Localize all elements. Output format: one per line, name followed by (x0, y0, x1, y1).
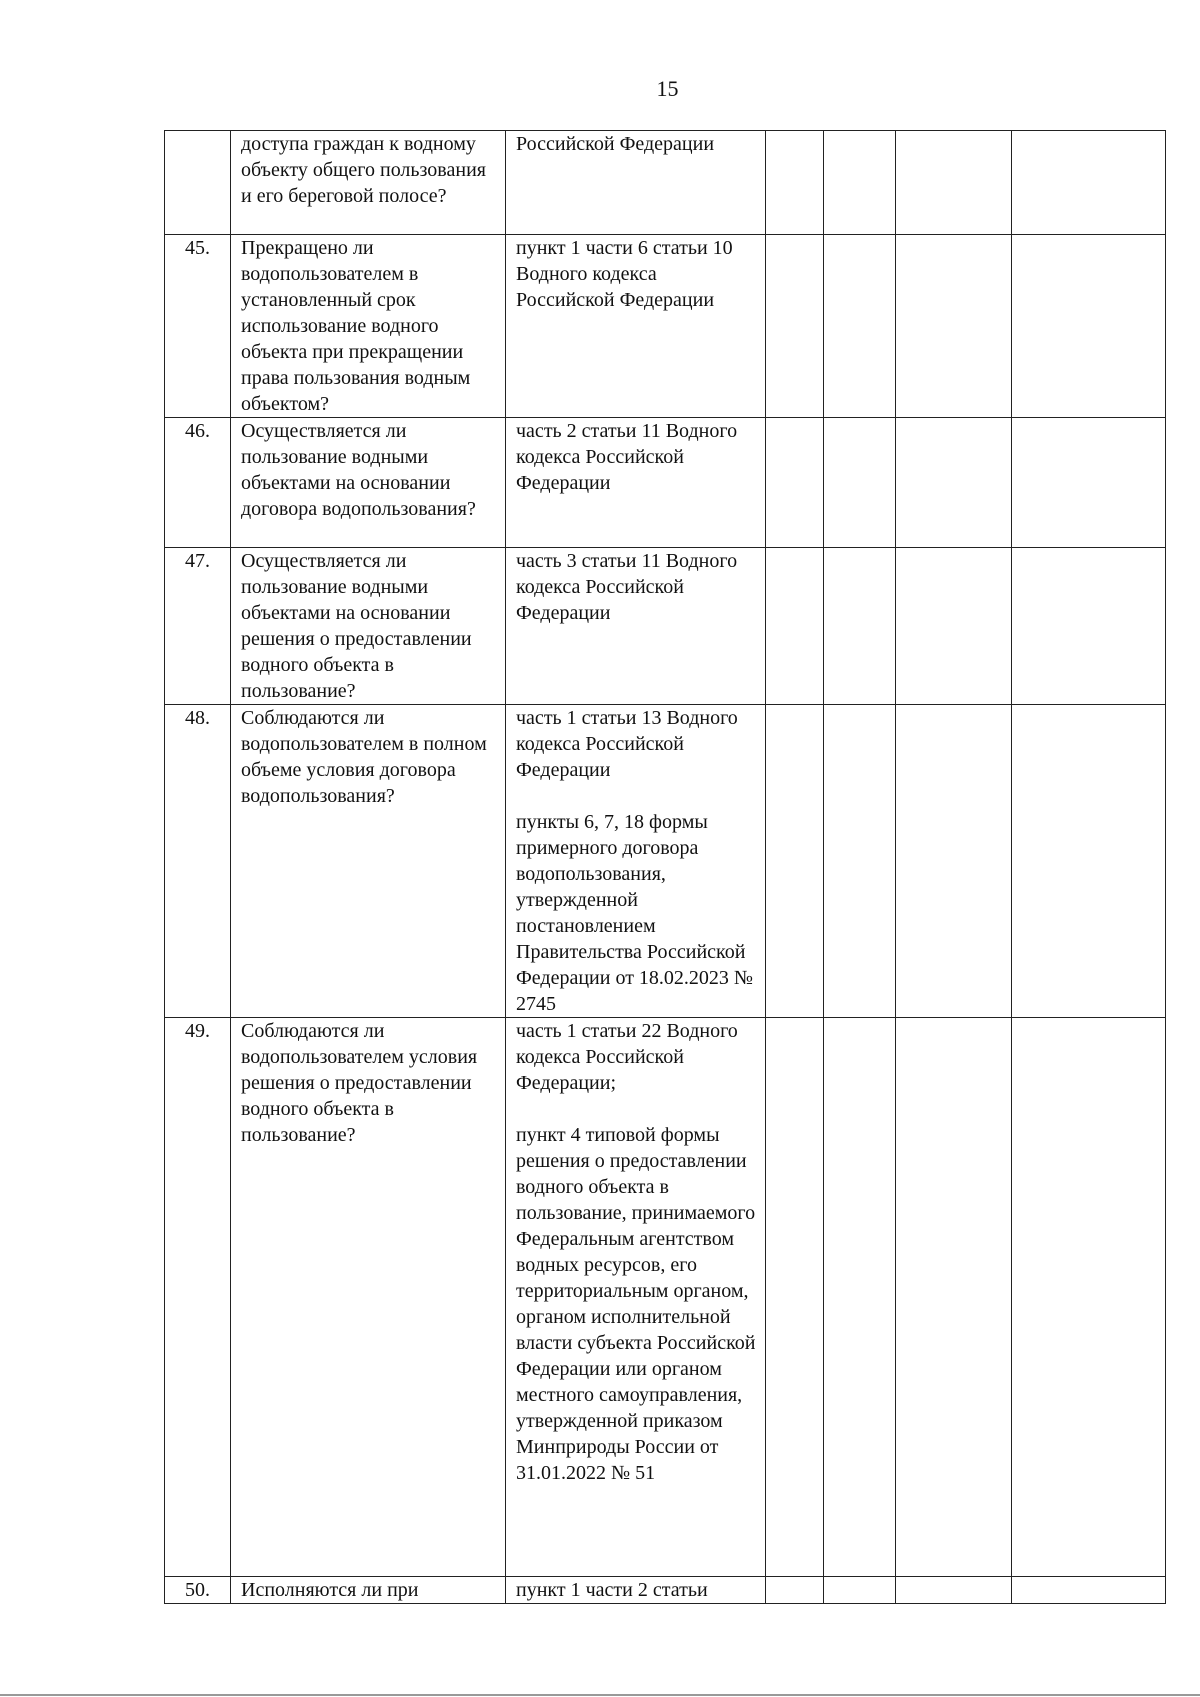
answer-cell-not-applicable (896, 548, 1012, 705)
row-question: Осуществляется ли пользование водными объектами на основании договора водопользования? (231, 418, 506, 548)
reference-text: Российской Федерации (516, 133, 715, 155)
answer-cell-not-applicable (896, 235, 1012, 418)
row-question: Осуществляется ли пользование водными объектами на основании решения о предоставлении водного объекта в пользование? (231, 548, 506, 705)
answer-cell-yes (766, 548, 824, 705)
answer-cell-no (824, 418, 896, 548)
row-number: 45. (165, 235, 231, 418)
answer-cell-no (824, 548, 896, 705)
answer-cell-no (824, 235, 896, 418)
answer-cell-no (824, 705, 896, 1018)
notes-cell (1012, 235, 1166, 418)
row-question: Прекращено ли водопользователем в установленный срок использование водного объекта при прекращении права пользования водным объектом? (231, 235, 506, 418)
reference-text: часть 1 статьи 22 Водного кодекса Российской Федерации; (516, 1020, 738, 1094)
scan-edge-line (0, 1694, 1200, 1696)
reference-text: пункт 1 части 2 статьи (516, 1579, 708, 1601)
table-row (165, 131, 1166, 235)
row-legal-reference (506, 1577, 766, 1604)
table-row (165, 1018, 1166, 1577)
row-legal-reference (506, 131, 766, 235)
row-legal-reference (506, 548, 766, 705)
reference-text: пункты 6, 7, 18 формы примерного договора водопользования, утвержденной постановлением Правительства Российской Федерации от 18.02.2023 № 2745 (516, 811, 754, 1015)
notes-cell (1012, 548, 1166, 705)
reference-text: часть 2 статьи 11 Водного кодекса Российской Федерации (516, 420, 738, 494)
answer-cell-yes (766, 1018, 824, 1577)
table-row (165, 1577, 1166, 1604)
row-question: Соблюдаются ли водопользователем в полном объеме условия договора водопользования? (231, 705, 506, 1018)
notes-cell (1012, 1577, 1166, 1604)
reference-text: пункт 4 типовой формы решения о предоставлении водного объекта в пользование, принимаемого Федеральным агентством водных ресурсов, его территориальным органом, органом исполнительной власти субъекта Российской Федерации или органом местного самоуправления, утвержденной приказом Минприроды России от 31.01.2022 № 51 (516, 1124, 756, 1484)
notes-cell (1012, 705, 1166, 1018)
notes-cell (1012, 418, 1166, 548)
reference-text: часть 3 статьи 11 Водного кодекса Российской Федерации (516, 550, 738, 624)
table-row (165, 235, 1166, 418)
row-question: Соблюдаются ли водопользователем условия решения о предоставлении водного объекта в пользование? (231, 1018, 506, 1577)
answer-cell-not-applicable (896, 131, 1012, 235)
reference-text: часть 1 статьи 13 Водного кодекса Российской Федерации (516, 707, 738, 781)
row-number: 47. (165, 548, 231, 705)
notes-cell (1012, 131, 1166, 235)
answer-cell-yes (766, 705, 824, 1018)
answer-cell-not-applicable (896, 418, 1012, 548)
reference-gap (516, 783, 757, 809)
row-legal-reference (506, 1018, 766, 1577)
table-row (165, 705, 1166, 1018)
table-row (165, 418, 1166, 548)
answer-cell-no (824, 131, 896, 235)
answer-cell-no (824, 1018, 896, 1577)
row-question: Исполняются ли при (231, 1577, 506, 1604)
row-number: 49. (165, 1018, 231, 1577)
notes-cell (1012, 1018, 1166, 1577)
row-number: 50. (165, 1577, 231, 1604)
reference-text: пункт 1 части 6 статьи 10 Водного кодекса Российской Федерации (516, 237, 733, 311)
row-question: доступа граждан к водному объекту общего пользования и его береговой полосе? (231, 131, 506, 235)
page-number: 15 (656, 76, 679, 101)
checklist-table (164, 130, 1166, 1604)
answer-cell-not-applicable (896, 1577, 1012, 1604)
table-row (165, 548, 1166, 705)
row-number (165, 131, 231, 235)
row-legal-reference (506, 235, 766, 418)
row-number: 48. (165, 705, 231, 1018)
reference-gap (516, 1096, 757, 1122)
answer-cell-yes (766, 1577, 824, 1604)
row-legal-reference (506, 418, 766, 548)
row-legal-reference (506, 705, 766, 1018)
row-number: 46. (165, 418, 231, 548)
answer-cell-yes (766, 235, 824, 418)
answer-cell-yes (766, 131, 824, 235)
answer-cell-yes (766, 418, 824, 548)
answer-cell-no (824, 1577, 896, 1604)
answer-cell-not-applicable (896, 705, 1012, 1018)
answer-cell-not-applicable (896, 1018, 1012, 1577)
